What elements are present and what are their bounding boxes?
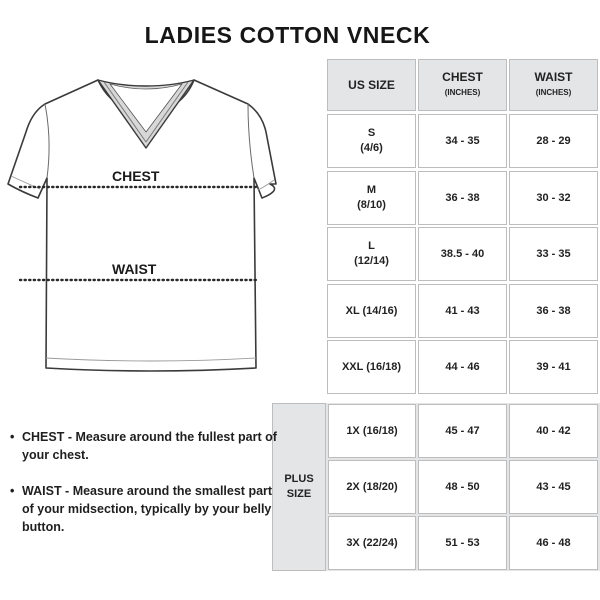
plus-chest-cell: 48 - 50 [418, 460, 507, 514]
plus-chest-cell: 45 - 47 [418, 404, 507, 458]
header-waist [509, 59, 598, 111]
plus-label-line2: SIZE [286, 488, 312, 500]
header-chest-label: CHEST [442, 70, 483, 84]
plus-size-cell: 3X (22/24) [328, 516, 416, 570]
plus-waist-cell: 40 - 42 [509, 404, 598, 458]
size-sub-value: (8/10) [357, 199, 386, 211]
plus-size-label [272, 403, 326, 571]
plus-waist-cell: 46 - 48 [509, 516, 598, 570]
size-sub-value: (4/6) [360, 142, 383, 154]
size-cell: XL (14/16) [327, 284, 416, 338]
waist-cell: 30 - 32 [509, 171, 598, 225]
chest-cell: 41 - 43 [418, 284, 507, 338]
size-sub-value: (12/14) [354, 255, 389, 267]
waist-cell: 39 - 41 [509, 340, 598, 394]
size-value: S [367, 127, 376, 139]
measurement-notes [10, 428, 280, 554]
waist-cell: 36 - 38 [509, 284, 598, 338]
chest-cell: 38.5 - 40 [418, 227, 507, 281]
size-value: M [366, 184, 377, 196]
plus-chest-cell: 51 - 53 [418, 516, 507, 570]
plus-label-line1: PLUS [284, 473, 314, 485]
plus-waist-cell: 43 - 45 [509, 460, 598, 514]
bullet-icon: • [10, 484, 15, 498]
size-value: L [368, 240, 375, 252]
bullet-icon: • [10, 430, 15, 444]
header-us-size [327, 59, 416, 111]
tshirt-diagram [0, 70, 300, 400]
header-chest [418, 59, 507, 111]
size-cell [327, 227, 416, 281]
size-cell: XXL (16/18) [327, 340, 416, 394]
note-text: CHEST - Measure around the fullest part of your chest. [22, 430, 277, 462]
page-title: LADIES COTTON VNECK [144, 22, 431, 48]
chest-cell: 34 - 35 [418, 114, 507, 168]
plus-size-cell: 1X (16/18) [328, 404, 416, 458]
plus-size-cell: 2X (18/20) [328, 460, 416, 514]
header-us-size-label: US SIZE [348, 77, 395, 92]
tshirt-icon [8, 80, 276, 371]
header-waist-unit: (INCHES) [535, 88, 572, 97]
waist-cell: 33 - 35 [509, 227, 598, 281]
header-chest-unit: (INCHES) [444, 88, 481, 97]
size-cell [327, 114, 416, 168]
size-cell [327, 171, 416, 225]
note-waist [10, 482, 280, 536]
header-waist-label: WAIST [534, 70, 573, 84]
note-chest [10, 428, 280, 464]
chest-cell: 44 - 46 [418, 340, 507, 394]
note-text: WAIST - Measure around the smallest part of your midsection, typically by your belly button. [22, 484, 273, 534]
waist-label: WAIST [112, 261, 157, 277]
chest-cell: 36 - 38 [418, 171, 507, 225]
waist-cell: 28 - 29 [509, 114, 598, 168]
chest-label: CHEST [112, 168, 160, 184]
